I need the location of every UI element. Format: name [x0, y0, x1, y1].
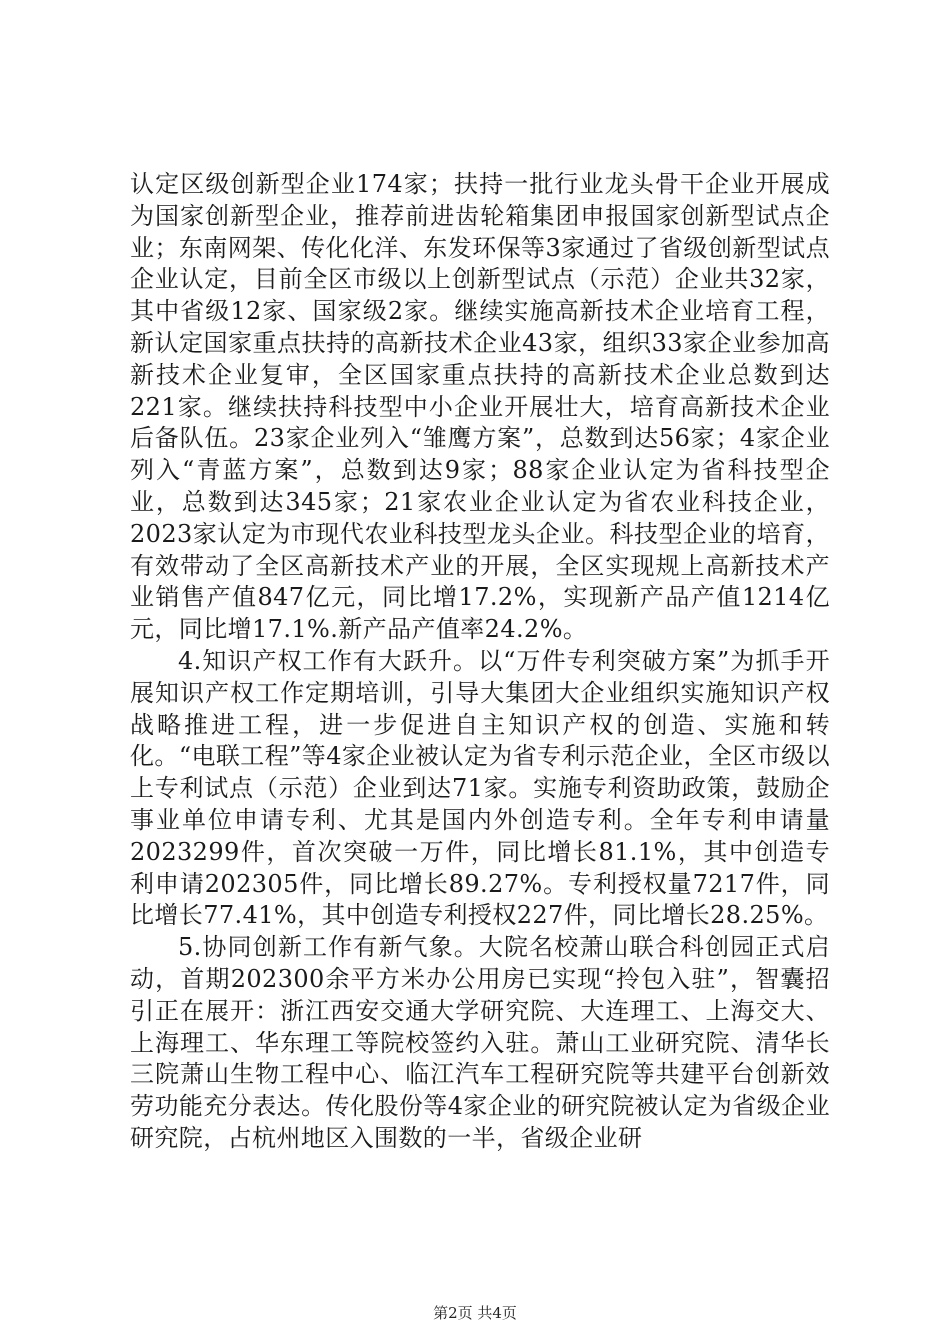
- paragraph-high-tech-enterprises: 认定区级创新型企业174家；扶持一批行业龙头骨干企业开展成为国家创新型企业，推荐前进齿轮箱集团申报国家创新型试点企业；东南网架、传化化洋、东发环保等3家通过了省级创新型试点企业认定，目前全区市级以上创新型试点（示范）企业共32家，其中省级12家、国家级2家。继续实施高新技术企业培育工程，新认定国家重点扶持的高新技术企业43家，组织33家企业参加高新技术企业复审，全区国家重点扶持的高新技术企业总数到达221家。继续扶持科技型中小企业开展壮大，培育高新技术企业后备队伍。23家企业列入“雏鹰方案”，总数到达56家；4家企业列入“青蓝方案”，总数到达9家；88家企业认定为省科技型企业，总数到达345家；21家农业企业认定为省农业科技企业，2023家认定为市现代农业科技型龙头企业。科技型企业的培育，有效带动了全区高新技术产业的开展，全区实现规上高新技术产业销售产值847亿元，同比增17.2%，实现新产品产值1214亿元，同比增17.1%.新产品产值率24.2%。: [130, 170, 830, 644]
- paragraph-intellectual-property: 4.知识产权工作有大跃升。以“万件专利突破方案”为抓手开展知识产权工作定期培训，引导大集团大企业组织实施知识产权战略推进工程，进一步促进自主知识产权的创造、实施和转化。“电联工程”等4家企业被认定为省专利示范企业，全区市级以上专利试点（示范）企业到达71家。实施专利资助政策，鼓励企事业单位申请专利、尤其是国内外创造专利。全年专利申请量2023299件，首次突破一万件，同比增长81.1%，其中创造专利申请202305件，同比增长89.27%。专利授权量7217件，同比增长77.41%，其中创造专利授权227件，同比增长28.25%。: [130, 646, 830, 930]
- page-number-footer: 第2页 共4页: [433, 1304, 517, 1322]
- paragraph-collaborative-innovation: 5.协同创新工作有新气象。大院名校萧山联合科创园正式启动，首期202300余平方米办公用房已实现“拎包入驻”，智囊招引正在展开：浙江西安交通大学研究院、大连理工、上海交大、上海理工、华东理工等院校签约入驻。萧山工业研究院、清华长三院萧山生物工程中心、临江汽车工程研究院等共建平台创新效劳功能充分表达。传化股份等4家企业的研究院被认定为省级企业研究院，占杭州地区入围数的一半，省级企业研: [130, 933, 830, 1152]
- document-body: [130, 169, 830, 1155]
